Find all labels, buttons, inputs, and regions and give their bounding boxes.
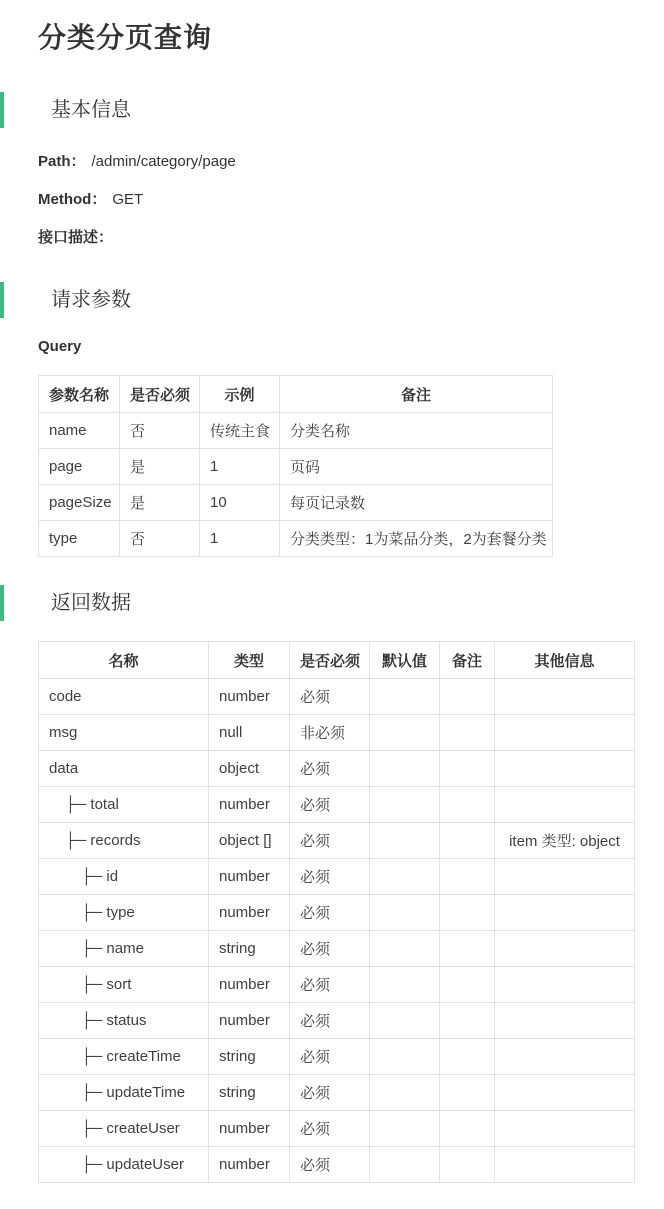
section-heading-response-data: 返回数据 [0, 585, 664, 621]
field-name-cell: data [39, 751, 209, 787]
query-cell: 每页记录数 [280, 485, 553, 521]
field-remark-cell [440, 823, 495, 859]
field-type-cell: string [209, 1075, 290, 1111]
query-cell: 页码 [280, 449, 553, 485]
description-line [38, 228, 664, 248]
response-table-body [39, 679, 635, 1183]
query-column-header: 参数名称 [39, 376, 120, 413]
field-required-cell: 非必须 [290, 715, 370, 751]
response-column-header: 备注 [440, 642, 495, 679]
field-required-cell: 必须 [290, 823, 370, 859]
field-other-info-cell [495, 1003, 635, 1039]
response-table-row [39, 823, 635, 859]
query-table-body [39, 413, 553, 557]
field-default-cell [370, 859, 440, 895]
field-default-cell [370, 967, 440, 1003]
response-table-row [39, 1111, 635, 1147]
query-column-header: 是否必须 [120, 376, 200, 413]
field-name-cell: ├─ sort [39, 967, 209, 1003]
field-name-cell: ├─ createTime [39, 1039, 209, 1075]
field-default-cell [370, 1111, 440, 1147]
field-required-cell: 必须 [290, 859, 370, 895]
field-required-cell: 必须 [290, 1111, 370, 1147]
path-line [38, 152, 664, 172]
query-table [38, 375, 553, 557]
response-column-header: 名称 [39, 642, 209, 679]
method-line [38, 190, 664, 210]
response-table-row [39, 1039, 635, 1075]
field-remark-cell [440, 1075, 495, 1111]
response-table-row [39, 1003, 635, 1039]
response-column-header: 其他信息 [495, 642, 635, 679]
response-table-row [39, 679, 635, 715]
field-name-cell: ├─ updateUser [39, 1147, 209, 1183]
field-type-cell: number [209, 895, 290, 931]
field-type-cell: string [209, 931, 290, 967]
field-other-info-cell [495, 967, 635, 1003]
field-other-info-cell [495, 751, 635, 787]
query-cell: page [39, 449, 120, 485]
field-name-cell: ├─ id [39, 859, 209, 895]
response-table [38, 641, 635, 1183]
query-column-header: 备注 [280, 376, 553, 413]
field-default-cell [370, 1075, 440, 1111]
response-column-header: 类型 [209, 642, 290, 679]
field-name-cell: ├─ name [39, 931, 209, 967]
field-name-cell: code [39, 679, 209, 715]
field-other-info-cell [495, 1147, 635, 1183]
response-table-row [39, 859, 635, 895]
field-required-cell: 必须 [290, 679, 370, 715]
field-required-cell: 必须 [290, 967, 370, 1003]
query-cell: 传统主食 [200, 413, 280, 449]
field-default-cell [370, 823, 440, 859]
field-other-info-cell [495, 859, 635, 895]
query-cell: 分类类型：1为菜品分类，2为套餐分类 [280, 521, 553, 557]
field-default-cell [370, 679, 440, 715]
query-cell: pageSize [39, 485, 120, 521]
field-name-cell: msg [39, 715, 209, 751]
field-type-cell: number [209, 679, 290, 715]
field-name-cell: ├─ updateTime [39, 1075, 209, 1111]
field-default-cell [370, 787, 440, 823]
field-name-cell: ├─ status [39, 1003, 209, 1039]
field-required-cell: 必须 [290, 895, 370, 931]
section-heading-request-params: 请求参数 [0, 282, 664, 318]
method-value: GET [112, 191, 144, 208]
description-label: 接口描述： [38, 229, 114, 246]
field-remark-cell [440, 931, 495, 967]
query-cell: 10 [200, 485, 280, 521]
field-type-cell: number [209, 1147, 290, 1183]
query-cell: 1 [200, 449, 280, 485]
field-name-cell: ├─ records [39, 823, 209, 859]
response-column-header: 默认值 [370, 642, 440, 679]
page-title: 分类分页查询 [38, 22, 213, 53]
field-default-cell [370, 1147, 440, 1183]
field-default-cell [370, 895, 440, 931]
field-default-cell [370, 715, 440, 751]
field-remark-cell [440, 787, 495, 823]
query-cell: 否 [120, 413, 200, 449]
method-label: Method： [38, 191, 107, 208]
field-name-cell: ├─ createUser [39, 1111, 209, 1147]
field-default-cell [370, 751, 440, 787]
field-remark-cell [440, 751, 495, 787]
path-value: /admin/category/page [91, 153, 236, 170]
query-table-row [39, 449, 553, 485]
field-default-cell [370, 1039, 440, 1075]
field-other-info-cell [495, 1039, 635, 1075]
field-type-cell: object [209, 751, 290, 787]
response-table-row [39, 751, 635, 787]
field-type-cell: number [209, 1111, 290, 1147]
query-cell: 否 [120, 521, 200, 557]
query-cell: 是 [120, 485, 200, 521]
query-table-row [39, 521, 553, 557]
section-heading-basic-info: 基本信息 [0, 92, 664, 128]
response-table-row [39, 895, 635, 931]
field-type-cell: number [209, 859, 290, 895]
query-label: Query [38, 338, 82, 355]
response-table-row [39, 715, 635, 751]
response-column-header: 是否必须 [290, 642, 370, 679]
query-cell: 分类名称 [280, 413, 553, 449]
field-required-cell: 必须 [290, 1075, 370, 1111]
field-remark-cell [440, 1111, 495, 1147]
field-required-cell: 必须 [290, 1003, 370, 1039]
field-remark-cell [440, 715, 495, 751]
query-cell: 是 [120, 449, 200, 485]
field-remark-cell [440, 1003, 495, 1039]
field-required-cell: 必须 [290, 931, 370, 967]
field-type-cell: object [] [209, 823, 290, 859]
query-cell: 1 [200, 521, 280, 557]
field-remark-cell [440, 679, 495, 715]
field-required-cell: 必须 [290, 751, 370, 787]
field-other-info-cell [495, 1075, 635, 1111]
path-label: Path： [38, 153, 86, 170]
response-table-row [39, 931, 635, 967]
response-table-row [39, 967, 635, 1003]
query-cell: type [39, 521, 120, 557]
field-default-cell [370, 931, 440, 967]
field-default-cell [370, 1003, 440, 1039]
response-table-row [39, 1147, 635, 1183]
response-table-header-row [39, 642, 635, 679]
field-remark-cell [440, 1147, 495, 1183]
field-required-cell: 必须 [290, 787, 370, 823]
field-remark-cell [440, 1039, 495, 1075]
response-table-row [39, 787, 635, 823]
field-name-cell: ├─ type [39, 895, 209, 931]
field-other-info-cell [495, 895, 635, 931]
field-type-cell: null [209, 715, 290, 751]
field-remark-cell [440, 859, 495, 895]
field-other-info-cell [495, 715, 635, 751]
query-cell: name [39, 413, 120, 449]
query-table-header-row [39, 376, 553, 413]
field-other-info-cell [495, 1111, 635, 1147]
field-remark-cell [440, 967, 495, 1003]
field-required-cell: 必须 [290, 1039, 370, 1075]
field-required-cell: 必须 [290, 1147, 370, 1183]
field-type-cell: number [209, 967, 290, 1003]
query-table-row [39, 485, 553, 521]
field-other-info-cell [495, 679, 635, 715]
field-remark-cell [440, 895, 495, 931]
field-type-cell: number [209, 1003, 290, 1039]
field-other-info-cell [495, 787, 635, 823]
field-type-cell: number [209, 787, 290, 823]
query-table-row [39, 413, 553, 449]
query-column-header: 示例 [200, 376, 280, 413]
field-other-info-cell [495, 931, 635, 967]
field-type-cell: string [209, 1039, 290, 1075]
field-name-cell: ├─ total [39, 787, 209, 823]
field-other-info-cell: item 类型: object [495, 823, 635, 859]
response-table-row [39, 1075, 635, 1111]
